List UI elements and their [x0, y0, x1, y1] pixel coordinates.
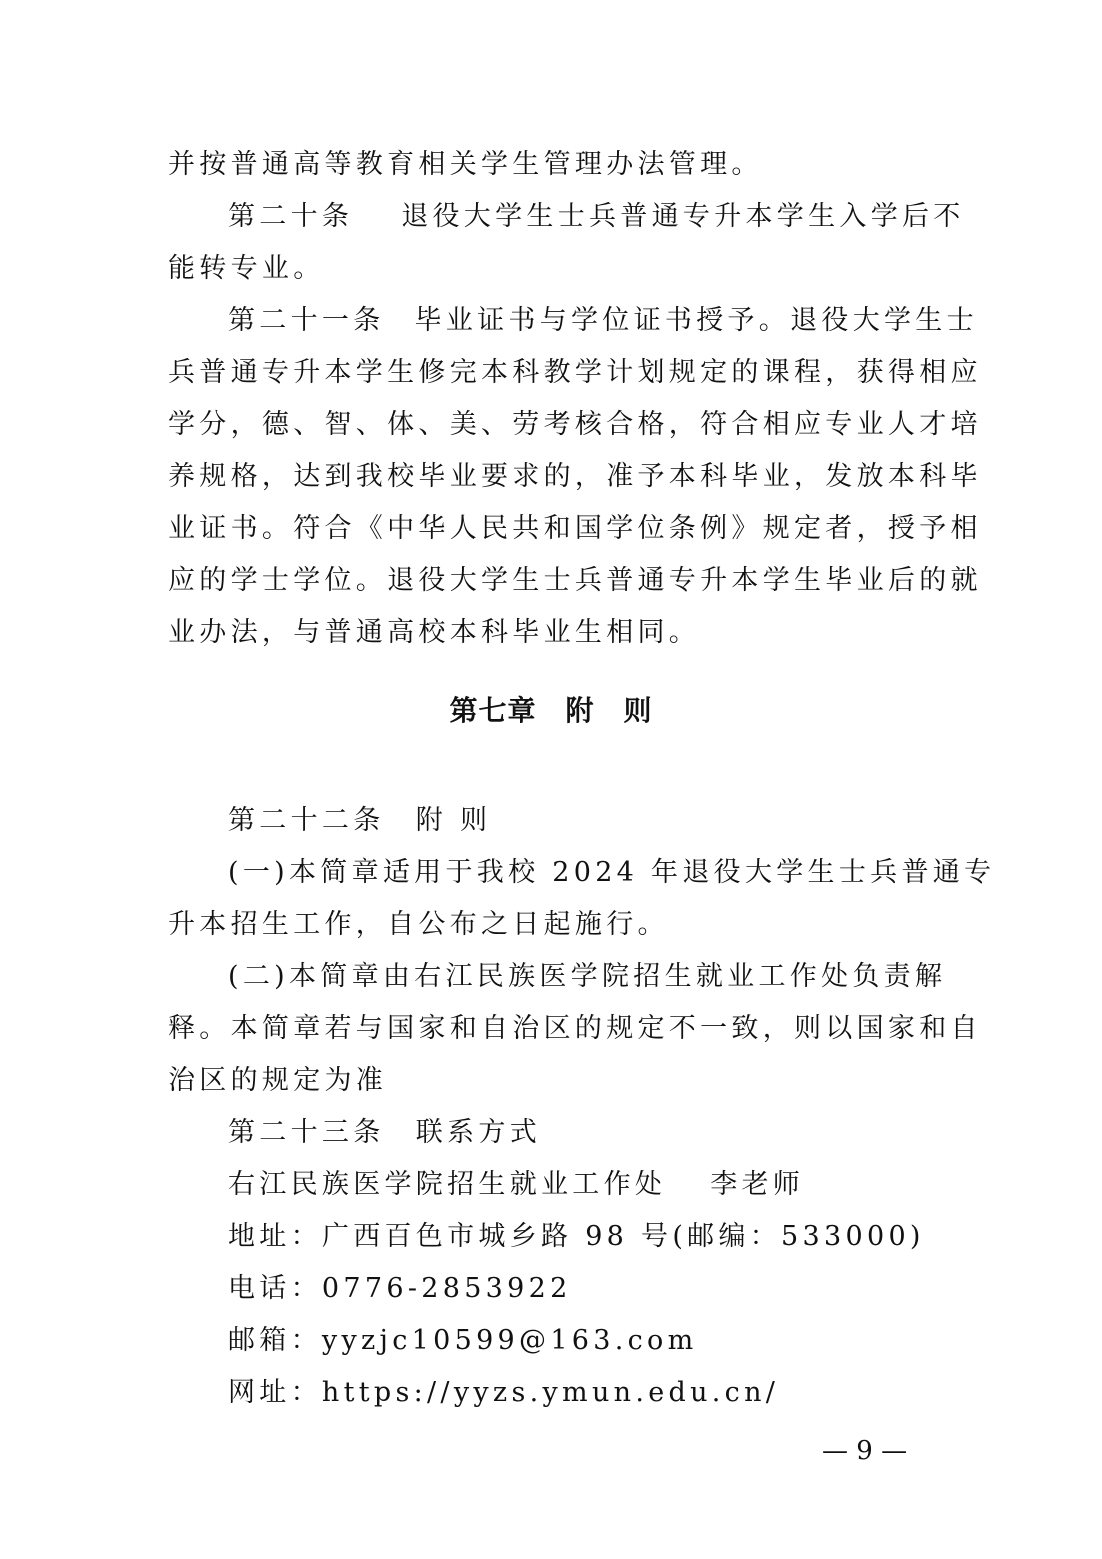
article-21-line [228, 304, 998, 338]
text-line: 治区的规定为准 [168, 1065, 388, 1096]
website-label: 网址： [228, 1377, 322, 1408]
article-20-heading: 第二十条 [228, 201, 354, 232]
text-line: 升本招生工作，自公布之日起施行。 [168, 909, 669, 940]
article-22-item-1: (一)本简章适用于我校 2024 年退役大学生士兵普通专 [228, 857, 996, 888]
contact-person: 李老师 [710, 1169, 805, 1200]
text-line: 并按普通高等教育相关学生管理办法管理。 [168, 149, 763, 180]
article-21-heading: 第二十一条 [228, 305, 385, 336]
text-line: 兵普通专升本学生修完本科教学计划规定的课程，获得相应 [168, 357, 982, 388]
text-line: 应的学士学位。退役大学生士兵普通专升本学生毕业后的就 [168, 565, 982, 596]
article-22-item-2: (二)本简章由右江民族医学院招生就业工作处负责解 [228, 961, 947, 992]
address-line [228, 1220, 998, 1254]
phone-line [228, 1272, 998, 1306]
article-20-line [228, 200, 998, 234]
text-line: 养规格，达到我校毕业要求的，准予本科毕业，发放本科毕 [168, 461, 982, 492]
article-23-heading: 第二十三条 联系方式 [228, 1117, 541, 1148]
text-line: 学分，德、智、体、美、劳考核合格，符合相应专业人才培 [168, 409, 982, 440]
phone-label: 电话： [228, 1273, 322, 1304]
article-21-text: 毕业证书与学位证书授予。退役大学生士 [414, 305, 978, 336]
email-label: 邮箱： [228, 1325, 322, 1356]
chapter-title: 第七章 附 则 [449, 694, 653, 727]
contact-office-line [228, 1168, 998, 1202]
article-22-heading: 第二十二条 附 则 [228, 805, 492, 836]
text-line: 业办法，与普通高校本科毕业生相同。 [168, 617, 701, 648]
text-line: 释。本简章若与国家和自治区的规定不一致，则以国家和自 [168, 1013, 982, 1044]
text-line: 能转专业。 [168, 253, 325, 284]
text-line: 业证书。符合《中华人民共和国学位条例》规定者，授予相 [168, 513, 982, 544]
website-line [228, 1376, 998, 1410]
address-label: 地址： [228, 1221, 322, 1252]
contact-office: 右江民族医学院招生就业工作处 [228, 1169, 667, 1200]
email-line [228, 1324, 998, 1358]
email-value[interactable]: yyzjc10599@163.com [321, 1325, 698, 1356]
website-link[interactable]: https://yyzs.ymun.edu.cn/ [321, 1377, 780, 1408]
article-20-text: 退役大学生士兵普通专升本学生入学后不 [401, 201, 965, 232]
phone-value: 0776-2853922 [321, 1273, 572, 1304]
page-number: — 9 — [822, 1436, 908, 1466]
address-value: 广西百色市城乡路 98 号(邮编：533000) [321, 1221, 925, 1252]
